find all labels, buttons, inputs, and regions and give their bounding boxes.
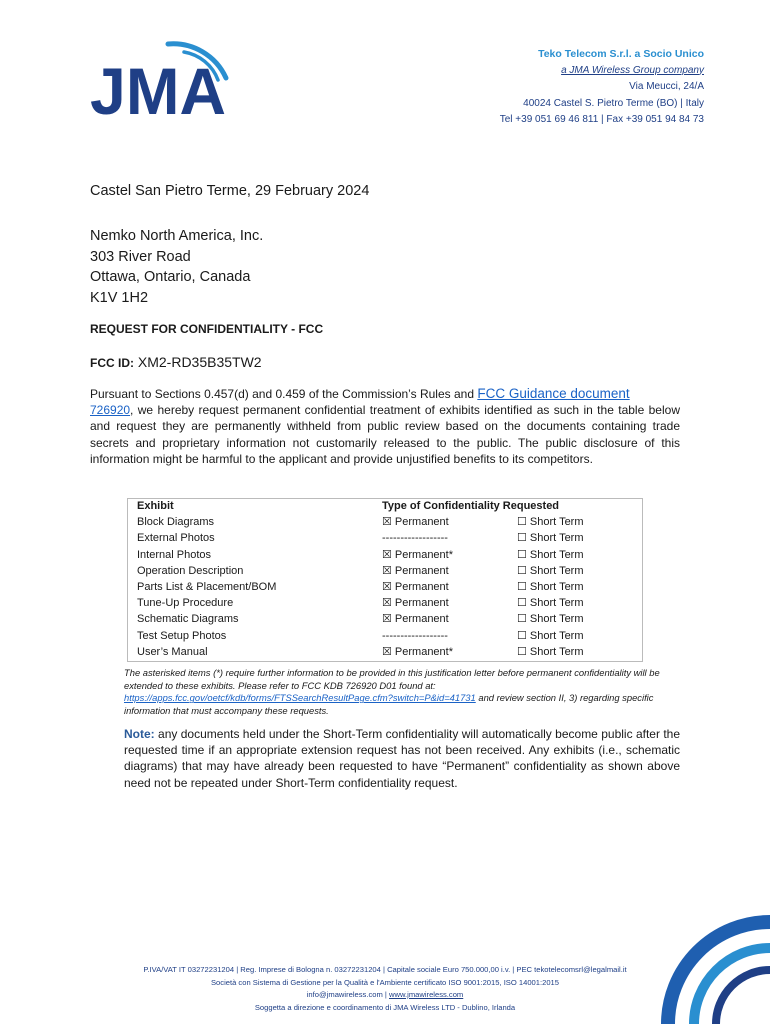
- permanent-checkbox[interactable]: ☒ Permanent: [382, 564, 449, 577]
- note-label: Note:: [124, 727, 155, 741]
- confidentiality-table: [127, 498, 643, 662]
- table-row: [128, 564, 643, 580]
- footer-line: P.IVA/VAT IT 03272231204 | Reg. Imprese di Bologna n. 03272231204 | Capitale sociale Euro 750.000,00 i.v. | PEC tekotelecomsrl@legalmail.it: [143, 965, 627, 974]
- company-name: Teko Telecom S.r.l. a Socio Unico: [538, 48, 704, 60]
- permanent-cell: ------------------: [382, 629, 448, 642]
- note-text: any documents held under the Short-Term confidentiality will automatically become public after the requested time if an appropriate extension request has not been received. Any exhibits (i.e., schematic diagrams) that may have already been requested to have “Permanent” confidentiality as shown above need not be repeated under Short-Term confidentiality request.: [124, 727, 680, 790]
- note-paragraph: [124, 726, 680, 791]
- recipient-line: K1V 1H2: [90, 289, 149, 306]
- exhibit-cell: Operation Description: [137, 564, 244, 577]
- permanent-checkbox[interactable]: ☒ Permanent: [382, 580, 449, 593]
- recipient-line: Ottawa, Ontario, Canada: [90, 269, 251, 285]
- fcc-id-value: XM2-RD35B35TW2: [137, 354, 262, 370]
- fcc-id-label: FCC ID:: [90, 356, 134, 370]
- footnote-text: and review section II, 3) regarding specific information that must accompany these requests.: [124, 692, 654, 716]
- permanent-checkbox[interactable]: ☒ Permanent: [382, 597, 449, 610]
- table-row: [128, 580, 643, 596]
- asterisk-footnote: [124, 667, 684, 717]
- exhibit-cell: Tune-Up Procedure: [137, 597, 234, 610]
- fcc-kdb-link[interactable]: https://apps.fcc.gov/oetcf/kdb/forms/FTSSearchResultPage.cfm?switch=P&id=41731: [124, 692, 476, 704]
- para-text: , we hereby request permanent confidential treatment of exhibits identified as such in the table below and request they are permanently withheld from public review based on the documents containing trade secrets and proprietary information not customarily released to the public. The public disclosure of this information might be harmful to the applicant and provide unjustified benefits to its competitors.: [90, 403, 680, 466]
- table-header-row: [128, 499, 643, 516]
- table-row: [128, 612, 643, 628]
- table-row: [128, 645, 643, 662]
- footer-line: [0, 989, 770, 1002]
- para-text: Pursuant to Sections 0.457(d) and 0.459 of the Commission’s Rules and: [90, 387, 478, 401]
- footer-line: Società con Sistema di Gestione per la Qualità e l'Ambiente certificato ISO 9001:2015, ISO 14001:2015: [210, 977, 559, 987]
- table-row: [128, 548, 643, 564]
- short-term-checkbox[interactable]: ☐ Short Term: [517, 597, 584, 610]
- fcc-guidance-link-number[interactable]: 726920: [90, 403, 131, 418]
- short-term-checkbox[interactable]: ☐ Short Term: [517, 516, 584, 529]
- corner-swoosh-decoration: [660, 914, 770, 1024]
- footer-email[interactable]: info@jmawireless.com |: [306, 990, 389, 999]
- city-line: 40024 Castel S. Pietro Terme (BO) | Italy: [523, 97, 704, 109]
- table-row: [128, 596, 643, 612]
- fcc-guidance-link[interactable]: FCC Guidance document: [477, 386, 630, 401]
- page-footer: [0, 964, 770, 1014]
- table-row: [128, 629, 643, 645]
- permanent-cell: ------------------: [382, 532, 448, 545]
- short-term-checkbox[interactable]: ☐ Short Term: [517, 645, 584, 658]
- short-term-checkbox[interactable]: ☐ Short Term: [517, 548, 584, 561]
- permanent-checkbox[interactable]: ☒ Permanent: [382, 516, 449, 529]
- exhibit-cell: User’s Manual: [137, 645, 208, 658]
- date-line: Castel San Pietro Terme, 29 February 2024: [90, 183, 370, 199]
- subject-line: REQUEST FOR CONFIDENTIALITY - FCC: [90, 322, 324, 336]
- exhibit-cell: Parts List & Placement/BOM: [137, 580, 277, 593]
- table-row: [128, 531, 643, 547]
- logo-text: JMA: [90, 54, 226, 118]
- fcc-id-line: [90, 354, 680, 370]
- exhibit-cell: Test Setup Photos: [137, 629, 227, 642]
- phone-line: Tel +39 051 69 46 811 | Fax +39 051 94 84 73: [499, 114, 704, 125]
- footnote-text: The asterisked items (*) require further information to be provided in this justification letter before permanent confidentiality will be extended to these exhibits. Please refer to FCC KDB 726920 D01 found at:: [124, 667, 660, 691]
- body-paragraph: [90, 386, 680, 467]
- footer-website-link[interactable]: www.jmawireless.com: [389, 990, 464, 999]
- letterhead-address: [500, 46, 704, 129]
- permanent-checkbox[interactable]: ☒ Permanent*: [382, 548, 454, 561]
- permanent-checkbox[interactable]: ☒ Permanent: [382, 613, 449, 626]
- exhibit-cell: Block Diagrams: [137, 516, 215, 529]
- footer-line: Soggetta a direzione e coordinamento di JMA Wireless LTD - Dublino, Irlanda: [254, 1002, 516, 1012]
- recipient-line: Nemko North America, Inc.: [90, 228, 264, 244]
- exhibit-cell: External Photos: [137, 532, 215, 545]
- recipient-address: [90, 226, 680, 308]
- short-term-checkbox[interactable]: ☐ Short Term: [517, 532, 584, 545]
- short-term-checkbox[interactable]: ☐ Short Term: [517, 629, 584, 642]
- recipient-line: 303 River Road: [90, 248, 191, 265]
- header-type: Type of Confidentiality Requested: [382, 500, 560, 512]
- group-line[interactable]: a JMA Wireless Group company: [561, 64, 704, 76]
- street-line: Via Meucci, 24/A: [629, 81, 704, 92]
- jma-logo: [90, 38, 230, 118]
- short-term-checkbox[interactable]: ☐ Short Term: [517, 613, 584, 626]
- table-row: [128, 515, 643, 531]
- permanent-checkbox[interactable]: ☒ Permanent*: [382, 645, 454, 658]
- short-term-checkbox[interactable]: ☐ Short Term: [517, 580, 584, 593]
- exhibit-cell: Internal Photos: [137, 548, 211, 561]
- short-term-checkbox[interactable]: ☐ Short Term: [517, 564, 584, 577]
- exhibit-cell: Schematic Diagrams: [137, 613, 239, 626]
- header-exhibit: Exhibit: [137, 500, 174, 512]
